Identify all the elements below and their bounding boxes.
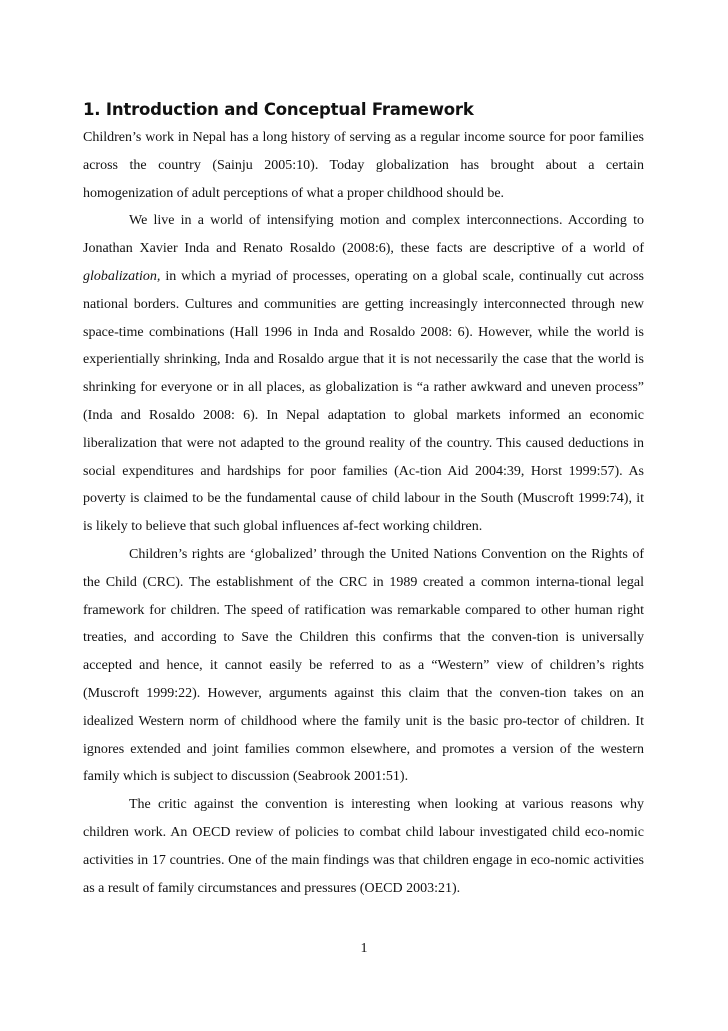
paragraph-text: in which a myriad of processes, operating on a global scale, continually cut across national borders. Cultures and communities are getting increasingly interconnected through new space-time combinations (Hall 1996 in Inda and Rosaldo 2008: 6). However, while the world is experientially shrinking, Inda and Rosaldo argue that it is not necessarily the case that the world is shrinking for everyone or in all places, as globalization is “a rather awkward and uneven process” (Inda and Rosaldo 2008: 6). In Nepal adaptation to global markets informed an economic liberalization that were not adapted to the ground reality of the country. This caused deductions in social expenditures and hardships for poor families (Ac-tion Aid 2004:39, Horst 1999:57). As poverty is claimed to be the fundamental cause of child labour in the South (Muscroft 1999:74), it is likely to believe that such global influences af-fect working children. bbox=[83, 268, 644, 535]
paragraph-2 bbox=[83, 207, 644, 541]
italic-term: globalization, bbox=[83, 268, 161, 284]
paragraph-text: Children’s rights are ‘globalized’ through the United Nations Convention on the Rights of the Child (CRC). The establishment of the CRC in 1989 created a common interna-tional legal framework for children. The speed of ratification was remarkable compared to other human right treaties, and according to Save the Children this confirms that the conven-tion is universally accepted and hence, it cannot easily be referred to as a “Western” view of children’s rights (Muscroft 1999:22). However, arguments against this claim that the conven-tion takes on an idealized Western norm of childhood where the family unit is the basic pro-tector of children. It ignores extended and joint families common elsewhere, and promotes a version of the western family which is subject to discussion (Seabrook 2001:51). bbox=[83, 546, 644, 785]
paragraph-3 bbox=[83, 541, 644, 791]
section-heading: 1. Introduction and Conceptual Framework bbox=[83, 100, 474, 119]
paragraph-text: Children’s work in Nepal has a long history of serving as a regular income source for poor families across the country (Sainju 2005:10). Today globalization has brought about a certain homogenization of adult perceptions of what a proper childhood should be. bbox=[83, 130, 644, 201]
paragraph-text: The critic against the convention is interesting when looking at various reasons why children work. An OECD review of policies to combat child labour investigated child eco-nomic activities in 17 countries. One of the main findings was that children engage in eco-nomic activities as a result of family circumstances and pressures (OECD 2003:21). bbox=[83, 797, 644, 896]
paragraph-text: We live in a world of intensifying motion and complex interconnections. According to Jonathan Xavier Inda and Renato Rosaldo (2008:6), these facts are descriptive of a world of bbox=[83, 213, 644, 257]
page-number: 1 bbox=[360, 941, 368, 956]
paragraph-1 bbox=[83, 124, 644, 207]
document-page bbox=[83, 98, 644, 902]
paragraph-4 bbox=[83, 791, 644, 902]
body-text bbox=[83, 124, 644, 902]
